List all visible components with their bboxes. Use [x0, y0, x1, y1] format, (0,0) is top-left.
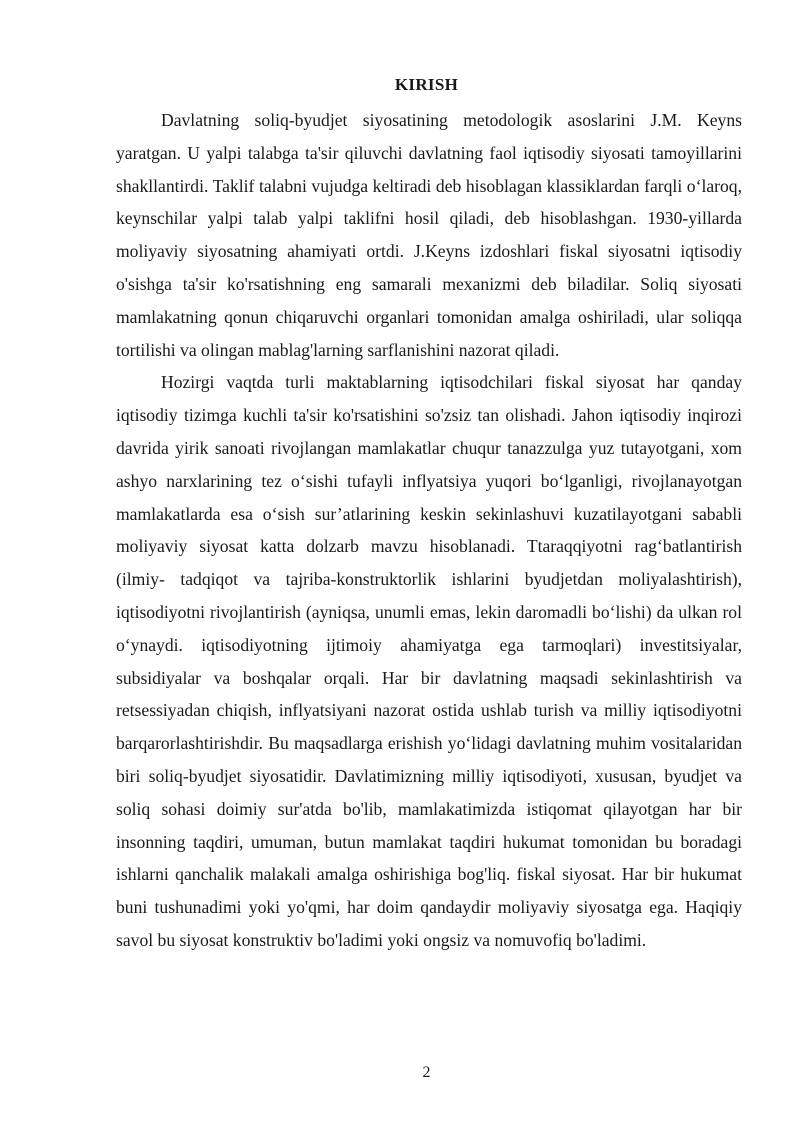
page-number: 2: [422, 1064, 431, 1081]
section-heading: KIRISH: [394, 75, 459, 94]
body-text: [116, 104, 742, 957]
paragraph-2: Hozirgi vaqtda turli maktablarning iqtisodchilari fiskal siyosat har qanday iqtisodiy tizimga kuchli ta'sir ko'rsatishini so'zsiz tan olishadi. Jahon iqtisodiy inqirozi davrida yirik sanoati rivojlangan mamlakatlar chuqur tanazzulga yuz tutayotgani, xom ashyo narxlarining tez o‘sishi tufayli inflyatsiya yuqori bo‘lganligi, rivojlanayotgan mamlakatlarda esa o‘sish sur’atlarining keskin sekinlashuvi kuzatilayotgani sababli moliyaviy siyosat katta dolzarb mavzu hisoblanadi. Ttaraqqiyotni rag‘batlantirish (ilmiy- tadqiqot va tajriba-konstruktorlik ishlarini byudjetdan moliyalashtirish), iqtisodiyotni rivojlantirish (ayniqsa, unumli emas, lekin daromadli bo‘lishi) da ulkan rol o‘ynaydi. iqtisodiyotning ijtimoiy ahamiyatga ega tarmoqlari) investitsiyalar, subsidiyalar va boshqalar orqali. Har bir davlatning maqsadi sekinlashtirish va retsessiyadan chiqish, inflyatsiyani nazorat ostida ushlab turish va milliy iqtisodiyotni barqarorlashtirishdir. Bu maqsadlarga erishish yo‘lidagi davlatning muhim vositalaridan biri soliq-byudjet siyosatidir. Davlatimizning milliy iqtisodiyoti, xususan, byudjet va soliq sohasi doimiy sur'atda bo'lib, mamlakatimizda istiqomat qilayotgan har bir insonning taqdiri, umuman, butun mamlakat taqdiri hukumat tomonidan bu boradagi ishlarni qanchalik malakali amalga oshirishiga bog'liq. fiskal siyosat. Har bir hukumat buni tushunadimi yoki yo'qmi, har doim qandaydir moliyaviy siyosatga ega. Haqiqiy savol bu siyosat konstruktiv bo'ladimi yoki ongsiz va nomuvofiq bo'ladimi.: [116, 372, 742, 950]
paragraph-1: Davlatning soliq-byudjet siyosatining metodologik asoslarini J.M. Keyns yaratgan. U yalpi talabga ta'sir qiluvchi davlatning faol iqtisodiy siyosati tamoyillarini shakllantirdi. Taklif talabni vujudga keltiradi deb hisoblagan klassiklardan farqli o‘laroq, keynschilar yalpi talab yalpi taklifni hosil qiladi, deb hisoblashgan. 1930-yillarda moliyaviy siyosatning ahamiyati ortdi. J.Keyns izdoshlari fiskal siyosatni iqtisodiy o'sishga ta'sir ko'rsatishning eng samarali mexanizmi deb biladilar. Soliq siyosati mamlakatning qonun chiqaruvchi organlari tomonidan amalga oshiriladi, ular soliqqa tortilishi va olingan mablag'larning sarflanishini nazorat qiladi.: [116, 110, 742, 360]
